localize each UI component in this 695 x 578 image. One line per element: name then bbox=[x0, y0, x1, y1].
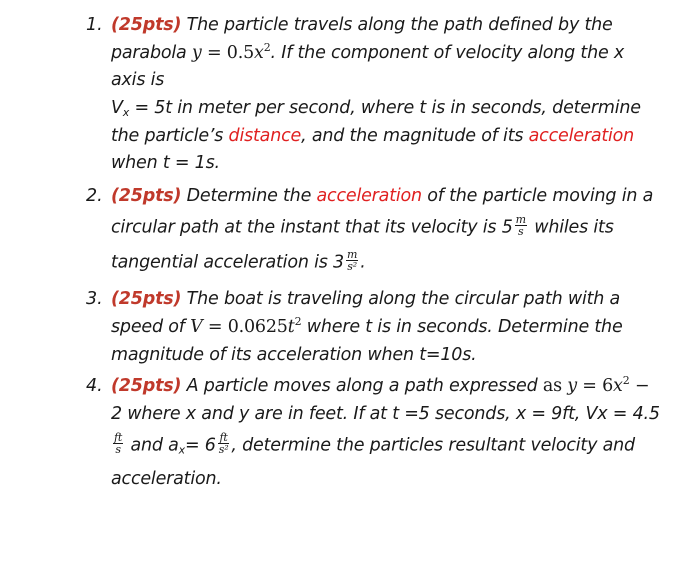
problem-number: 3. bbox=[86, 289, 103, 309]
highlight-text: distance bbox=[228, 126, 302, 146]
numerator: m bbox=[515, 213, 526, 226]
points-label: (25pts) bbox=[111, 186, 182, 206]
points-label: (25pts) bbox=[111, 376, 182, 396]
denominator: s bbox=[518, 225, 524, 238]
problem-number: 1. bbox=[86, 15, 103, 35]
text: and a bbox=[125, 435, 179, 456]
math-var: y bbox=[191, 43, 202, 63]
fraction bbox=[515, 214, 527, 237]
problem-line bbox=[111, 248, 366, 274]
numerator: ft bbox=[114, 431, 123, 444]
math-var: V bbox=[190, 317, 203, 337]
text: of the particle moving in a bbox=[421, 186, 654, 206]
denominator: s² bbox=[218, 443, 229, 456]
fraction bbox=[346, 249, 358, 272]
math-var: y bbox=[567, 376, 577, 396]
problem-line bbox=[111, 316, 623, 338]
problem-line: when t = 1s. bbox=[111, 153, 220, 173]
numerator: m bbox=[346, 248, 358, 261]
text: , and the magnitude of its bbox=[301, 126, 529, 146]
problem-line bbox=[111, 375, 649, 397]
subscript: x bbox=[122, 106, 130, 119]
text: Determine the bbox=[181, 186, 317, 206]
math-var: x bbox=[254, 43, 264, 63]
points-label: (25pts) bbox=[111, 289, 182, 309]
highlight-text: acceleration bbox=[316, 186, 422, 206]
text: V bbox=[111, 98, 123, 118]
problem-line bbox=[111, 213, 614, 239]
text: tangential acceleration is 3 bbox=[111, 252, 344, 273]
exponent: 2 bbox=[622, 374, 630, 387]
text: A particle moves along a path expressed bbox=[181, 376, 543, 396]
math-eq: = 6 bbox=[576, 376, 614, 396]
problem-line: magnitude of its acceleration when t=10s. bbox=[111, 345, 477, 365]
exponent: 2 bbox=[263, 41, 271, 54]
problem-line bbox=[111, 14, 613, 36]
problem-line: axis is bbox=[111, 70, 165, 90]
problem-line: acceleration. bbox=[111, 469, 222, 489]
text: The boat is traveling along the circular path with a bbox=[181, 289, 621, 309]
problem-number: 4. bbox=[86, 376, 103, 396]
text: whiles its bbox=[528, 217, 614, 238]
math-eq: − bbox=[629, 376, 650, 396]
math-var: t bbox=[287, 317, 295, 337]
text: . If the component of velocity along the x bbox=[270, 43, 625, 63]
problem-line bbox=[111, 125, 634, 147]
highlight-text: acceleration bbox=[528, 126, 635, 146]
fraction bbox=[113, 432, 123, 455]
text: speed of bbox=[111, 317, 191, 337]
denominator: s bbox=[115, 443, 121, 456]
points-label: (25pts) bbox=[111, 15, 182, 35]
text: = 6 bbox=[184, 435, 216, 456]
problem-line bbox=[111, 185, 653, 207]
problem-line bbox=[111, 42, 624, 64]
text: parabola bbox=[111, 43, 192, 63]
problem-line bbox=[111, 431, 635, 457]
problem-line: 2 where x and y are in feet. If at t =5 seconds, x = 9ft, Vx = 4.5 bbox=[111, 404, 660, 424]
subscript: x bbox=[178, 443, 185, 457]
text: as bbox=[542, 376, 568, 396]
math-eq: = 0.5 bbox=[201, 43, 255, 63]
text: the particle’s bbox=[111, 126, 229, 146]
numerator: ft bbox=[219, 431, 228, 444]
text: . bbox=[360, 252, 366, 273]
text: circular path at the instant that its velocity is 5 bbox=[111, 217, 513, 238]
text: = 5t in meter per second, where t is in seconds, determine bbox=[129, 98, 641, 118]
exponent: 2 bbox=[294, 315, 302, 328]
denominator: s² bbox=[347, 260, 357, 273]
math-eq: = 0.0625 bbox=[202, 317, 288, 337]
text: where t is in seconds. Determine the bbox=[301, 317, 623, 337]
text: , determine the particles resultant velocity and bbox=[231, 435, 635, 456]
problem-line bbox=[111, 97, 641, 119]
problem-number: 2. bbox=[86, 186, 103, 206]
text: The particle travels along the path defined by the bbox=[181, 15, 613, 35]
math-var: x bbox=[613, 376, 623, 396]
fraction bbox=[218, 432, 230, 455]
problem-line bbox=[111, 288, 620, 310]
